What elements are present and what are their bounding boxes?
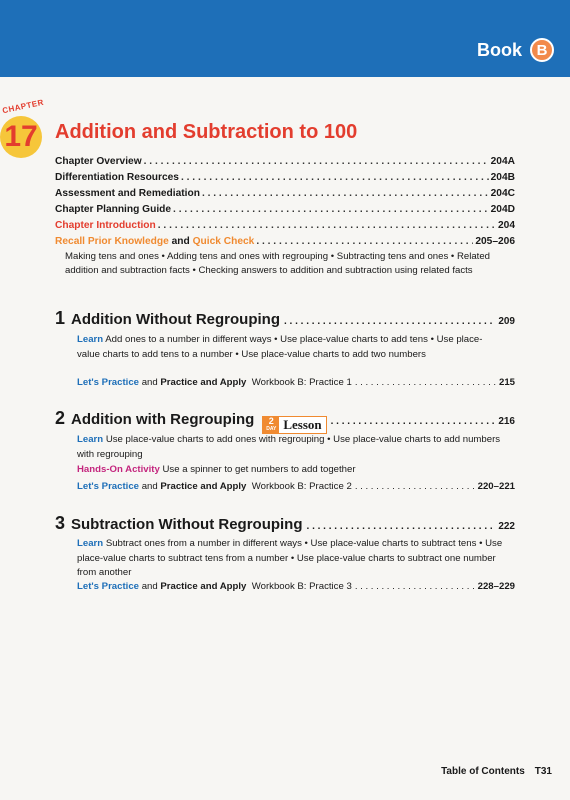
chapter-title: Addition and Subtraction to 100 [55,121,358,143]
activity-label: Hands-On Activity [77,464,160,475]
recall-and: and [171,236,190,247]
lesson-1-learn [77,333,505,362]
toc-label: Assessment and Remediation [55,188,200,199]
chapter-word: CHAPTER [1,97,45,116]
lesson-page: 222 [498,521,515,532]
lesson-2-activity [77,463,505,478]
toc-entry[interactable] [55,204,515,215]
recall-description: Making tens and ones • Adding tens and ones with regrouping • Subtracting tens and ones • Related addition and subtraction facts • Checking answers to addition and subtraction using related facts [65,251,491,276]
lesson-2-learn [77,433,505,462]
toc-page: 204D [490,204,515,215]
lesson-number: 2 [55,408,66,428]
learn-text: Add ones to a number in different ways • Use place-value charts to add tens • Use place-value charts to add tens to a number • Use place-value charts to add two numbers [77,334,483,360]
toc-leader [331,416,495,427]
toc-entry-recall[interactable] [55,236,515,247]
lesson-title: Addition with Regrouping [71,411,255,428]
lesson-3-learn [77,537,505,581]
lesson-1-heading[interactable] [55,308,515,329]
lesson-2-practice[interactable] [77,481,515,492]
toc-label: Chapter Planning Guide [55,204,172,215]
lesson-page: 216 [498,416,515,427]
footer-label: Table of Contents [441,766,525,777]
quick-check-label: Quick Check [192,236,255,247]
toc-leader [355,377,496,388]
badge-lesson-label: Lesson [279,417,325,433]
learn-text: Use place-value charts to add ones with regrouping • Use place-value charts to add numbers with regrouping [77,434,501,460]
practice-page: 215 [498,377,515,388]
toc-label: Chapter Introduction [55,220,156,231]
toc-leader [284,316,494,327]
practice-and: and [141,581,158,592]
chapter-number-badge: 17 [0,116,42,158]
practice-page: 228–229 [477,581,515,592]
toc-label: Chapter Overview [55,156,142,167]
toc-entry[interactable] [55,172,515,183]
header-band [0,0,570,77]
lesson-title: Addition Without Regrouping [71,311,280,328]
practice-and: and [141,481,158,492]
lesson-3-practice[interactable] [77,581,515,592]
learn-label: Learn [77,334,104,345]
lesson-2-heading[interactable] [55,408,515,434]
lesson-number: 1 [55,308,66,328]
toc-page: 204B [490,172,515,183]
toc-leader [181,172,489,183]
book-letter-badge: B [530,38,554,62]
lesson-number: 3 [55,513,66,533]
footer-page: T31 [534,766,552,777]
lesson-1-practice[interactable] [77,377,515,388]
learn-label: Learn [77,538,104,549]
lesson-title: Subtraction Without Regrouping [71,516,303,533]
lesson-page: 209 [498,316,515,327]
toc-page: 204C [490,188,515,199]
two-day-lesson-badge [262,416,326,434]
practice-and: and [141,377,158,388]
toc-label: Differentiation Resources [55,172,179,183]
toc-entry[interactable] [55,188,515,199]
lesson-3-heading[interactable] [55,513,515,534]
lets-practice-label: Let's Practice [77,581,140,592]
badge-day [263,417,279,433]
toc-entry[interactable] [55,156,515,167]
lets-practice-label: Let's Practice [77,377,140,388]
recall-label: Recall Prior Knowledge [55,236,169,247]
badge-day-number: 2 [268,416,274,426]
toc-leader [256,236,473,247]
badge-day-text: DAY [266,426,277,432]
activity-text: Use a spinner to get numbers to add together [162,464,356,475]
page-footer [441,766,552,777]
toc-leader [158,220,496,231]
toc-page: 204A [490,156,515,167]
practice-apply-label: Practice and Apply [160,481,247,492]
toc-leader [355,581,475,592]
toc-page: 204 [498,220,515,231]
toc-leader [144,156,489,167]
workbook-ref: Workbook B: Practice 3 [251,581,352,592]
book-label-text: Book [477,39,522,60]
practice-apply-label: Practice and Apply [160,377,247,388]
toc-page: 205–206 [475,236,515,247]
toc-leader [355,481,475,492]
toc-leader [173,204,489,215]
learn-label: Learn [77,434,104,445]
workbook-ref: Workbook B: Practice 1 [251,377,352,388]
book-label [477,38,554,62]
toc-leader [307,521,495,532]
practice-page: 220–221 [477,481,515,492]
workbook-ref: Workbook B: Practice 2 [251,481,352,492]
toc-entry[interactable] [55,220,515,231]
lets-practice-label: Let's Practice [77,481,140,492]
learn-text: Subtract ones from a number in different ways • Use place-value charts to subtract tens • Use place-value charts to subtract tens from a number • Use place-value charts to subtract one number from another [77,538,503,578]
toc-leader [202,188,489,199]
practice-apply-label: Practice and Apply [160,581,247,592]
